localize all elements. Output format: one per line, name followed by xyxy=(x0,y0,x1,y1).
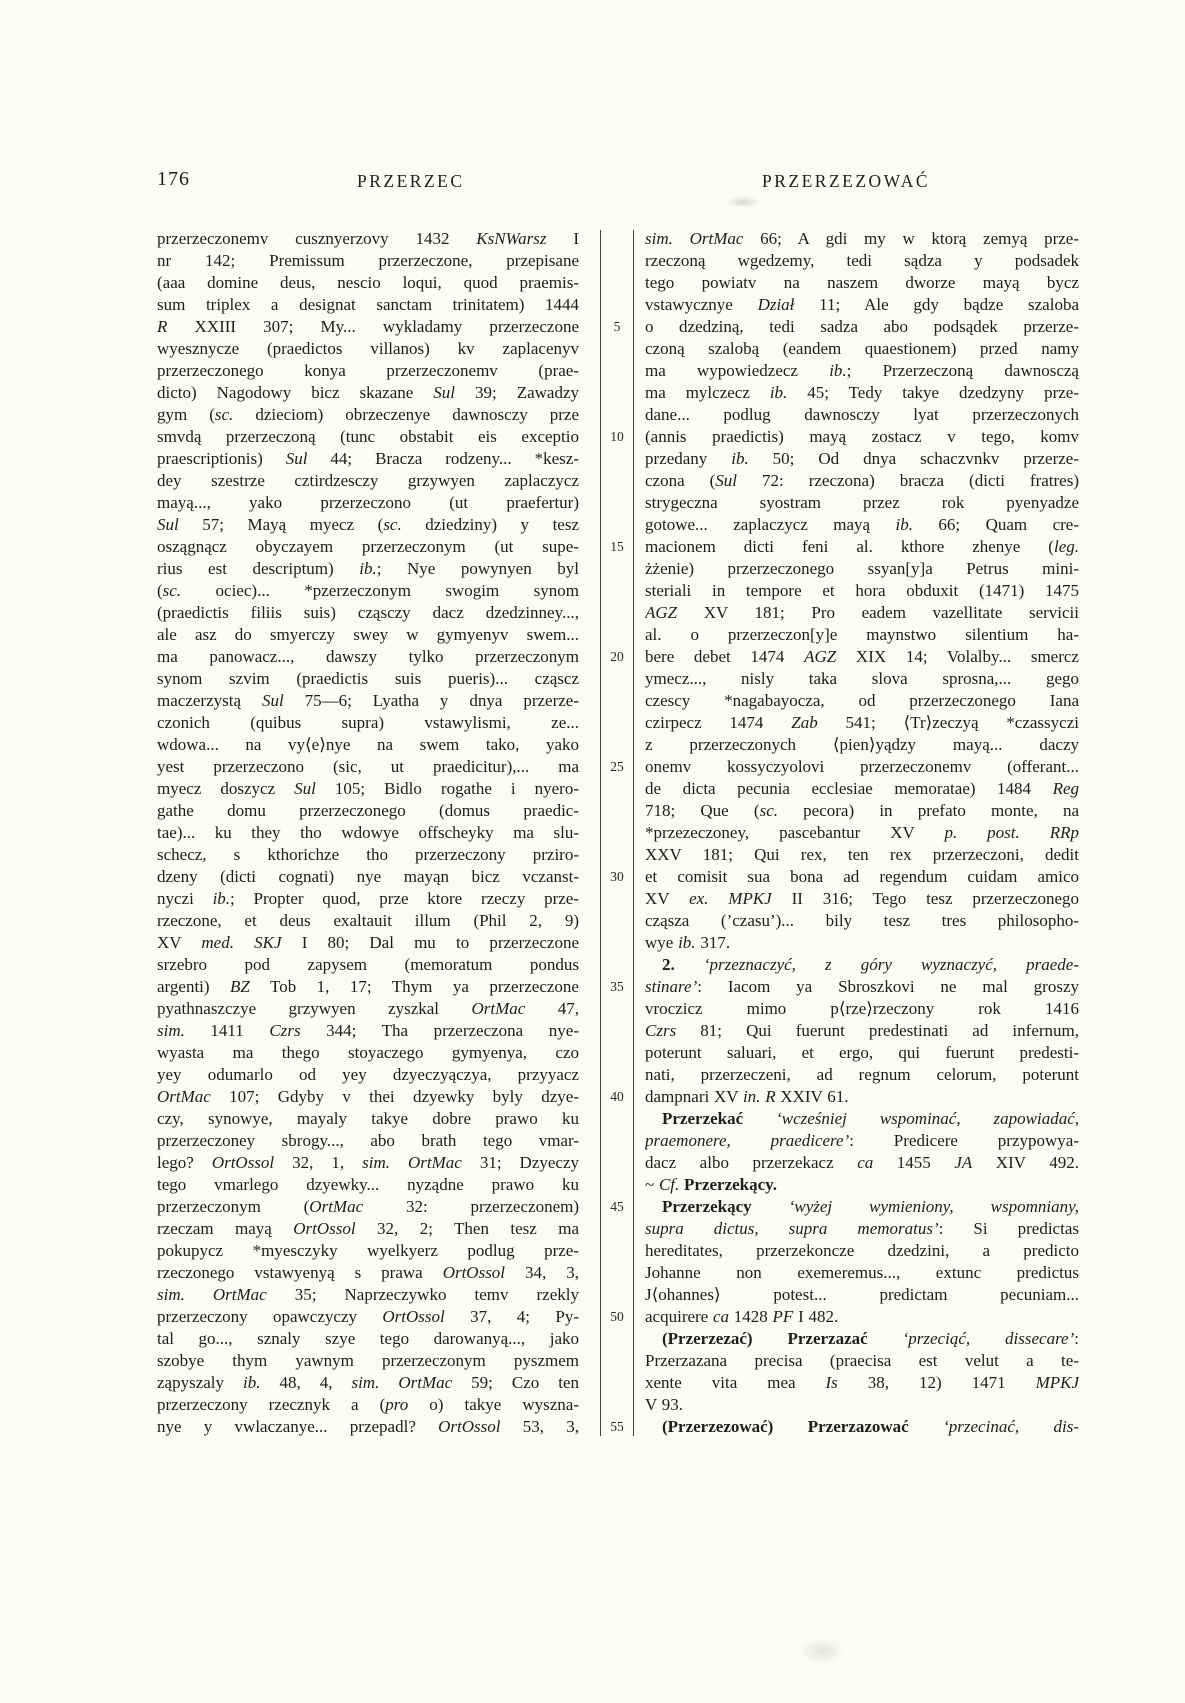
text-line: czona (Sul 72: rzeczona) bracza (dicti fratres) xyxy=(645,471,1079,490)
scan-smudge xyxy=(726,196,760,208)
text-line: przerzeczony opawczyczy OrtOssol 37, 4; Py- xyxy=(157,1307,579,1326)
text-line: smvdą przerzeczoną (tunc obstabit eis exceptio xyxy=(157,427,579,446)
text-line: 2. ‘przeznaczyć, z góry wyznaczyć, praede- xyxy=(662,955,1079,974)
text-line: (annis praedictis) mayą zostacz v tego, komv xyxy=(645,427,1079,446)
line-number: 45 xyxy=(610,1199,624,1214)
text-line: srzebro pod zapysem (memoratum pondus xyxy=(157,955,579,974)
text-line: hereditates, przerzekoncze dzedzini, a predicto xyxy=(645,1241,1079,1260)
text-line: rius est descriptum) ib.; Nye powynyen byl xyxy=(157,559,579,578)
text-line: cząsza (’czasu’)... bily tesz tres philosopho- xyxy=(645,911,1079,930)
text-line: stinare’: Iacom ya Sbroszkovi ne mal groszy xyxy=(645,977,1079,996)
text-line: nyczi ib.; Propter quod, prze ktore rzeczy prze- xyxy=(157,889,579,908)
text-line: yest przerzeczono (sic, ut praedicitur),... ma xyxy=(157,757,579,776)
text-line: maczerzystą Sul 75—6; Lyatha y dnya przerze- xyxy=(157,691,579,710)
text-line: z przerzeczonych ⟨pien⟩yądzy mayą... daczy xyxy=(645,735,1079,754)
text-line: Przerzazana precisa (praecisa est velut a te- xyxy=(645,1351,1079,1370)
text-line: poterunt saluari, et ergo, qui fuerunt predesti- xyxy=(645,1043,1079,1062)
text-line: synom szvim (praedictis suis pueris)... cząscz xyxy=(157,669,579,688)
line-number: 20 xyxy=(610,649,624,664)
text-line: nye y vwlaczanye... przepadl? OrtOssol 53, 3, xyxy=(157,1417,579,1436)
text-line: 718; Que (sc. pecora) in prefato monte, na xyxy=(645,801,1079,820)
text-line: szobye thym yawnym przerzeczonym pyszmem xyxy=(157,1351,579,1370)
text-line: gotowe... zaplaczycz mayą ib. 66; Quam cre- xyxy=(645,515,1079,534)
text-line: przedany ib. 50; Od dnya schaczvnkv przerze- xyxy=(645,449,1079,468)
text-line: sum triplex a designat sanctam trinitatem) 1444 xyxy=(157,295,579,314)
text-line: bere debet 1474 AGZ XIX 14; Volalby... smercz xyxy=(645,647,1079,666)
text-line: XV ex. MPKJ II 316; Tego tesz przerzeczonego xyxy=(645,889,1079,908)
text-line: vroczicz mimo p⟨rze⟩rzeczony rok 1416 xyxy=(645,999,1079,1018)
text-line: AGZ XV 181; Pro eadem vazellitate servicii xyxy=(645,603,1079,622)
line-number: 40 xyxy=(610,1089,624,1104)
text-line: yey odumarlo od yey dzyeczyączya, przyyacz xyxy=(157,1065,579,1084)
text-line: dane... podlug dawnosczy lyat przerzeczonych xyxy=(645,405,1079,424)
text-line: macionem dicti feni al. kthore zhenye (leg. xyxy=(645,537,1079,556)
text-line: de dicta pecunia ecclesiae memoratae) 1484 Reg xyxy=(645,779,1079,798)
running-head-right: PRZERZEZOWAĆ xyxy=(762,171,931,191)
text-line: Przerzekać ‘wcześniej wspominać, zapowiadać, xyxy=(662,1109,1079,1128)
text-line: V 93. xyxy=(645,1395,683,1414)
text-line: pokupycz *myesczyky wyelkyerz podlug prze- xyxy=(157,1241,579,1260)
text-line: Johanne non exemeremus..., extunc predictus xyxy=(645,1263,1079,1282)
text-line: przerzeczoney sbrogy..., abo brath tego vmar- xyxy=(157,1131,579,1150)
text-line: steriali in tempore et hora obduxit (1471) 1475 xyxy=(645,581,1079,600)
text-line: żżenie) przerzeczonego ssyan[y]a Petrus mini- xyxy=(645,559,1079,578)
text-line: dacz albo przerzekacz ca 1455 JA XIV 492. xyxy=(645,1153,1079,1172)
text-line: o dzedziną, tedi sadza abo podsądek przerze- xyxy=(645,317,1079,336)
line-number: 55 xyxy=(610,1419,624,1434)
text-line: vstawycznye Dział 11; Ale gdy bądze szaloba xyxy=(645,295,1079,314)
text-line: dey szestrze cztirdzesczy grzywyen zaplaczycz xyxy=(157,471,579,490)
left-column xyxy=(157,228,579,1438)
text-line: rzeczam mayą OrtOssol 32, 2; Then tesz ma xyxy=(157,1219,579,1238)
text-line: tego vmarlego dzyewky... nyządne prawo ku xyxy=(157,1175,579,1194)
text-line: rzeczone, et deus exaltauit illum (Phil 2, 9) xyxy=(157,911,579,930)
text-line: oszągnącz obyczayem przerzeczonym (ut supe- xyxy=(157,537,579,556)
text-line: strygeczna syostram przez rok pyenyadze xyxy=(645,493,1079,512)
text-line: onemv kossyczyolovi przerzeczonemv (offerant... xyxy=(645,757,1079,776)
text-line: et comisit sua bona ad regendum cuidam amico xyxy=(645,867,1079,886)
text-line: wyesznycze (praedictos villanos) kv zaplacenyv xyxy=(157,339,579,358)
text-line: wdowa... na vy⟨e⟩nye na swem tako, yako xyxy=(157,735,579,754)
text-line: myecz doszycz Sul 105; Bidlo rogathe i nyero- xyxy=(157,779,579,798)
text-line: przerzeczonym (OrtMac 32: przerzeczonem) xyxy=(157,1197,579,1216)
text-line: supra dictus, supra memoratus’: Si predictas xyxy=(645,1219,1079,1238)
text-line: Sul 57; Mayą myecz (sc. dziedziny) y tesz xyxy=(157,515,579,534)
text-line: XXV 181; Qui rex, ten rex przerzeczoni, dedit xyxy=(645,845,1079,864)
text-line: (Przerzezać) Przerzazać ‘przeciąć, dissecare’: xyxy=(662,1329,1079,1348)
text-line: argenti) BZ Tob 1, 17; Thym ya przerzeczone xyxy=(157,977,579,996)
text-line: czescy *nagabayocza, od przerzeczonego Iana xyxy=(645,691,1079,710)
text-line: czirpecz 1474 Zab 541; ⟨Tr⟩zeczyą *czassyczi xyxy=(645,713,1079,732)
text-line: schecz, s kthorichze tho przerzeczony prziro- xyxy=(157,845,579,864)
text-line: praescriptionis) Sul 44; Bracza rodzeny... *kesz- xyxy=(157,449,579,468)
text-line: czoną szalobą (eandem quaestionem) przed namy xyxy=(645,339,1079,358)
text-line: dicto) Nagodowy bicz skazane Sul 39; Zawadzy xyxy=(157,383,579,402)
text-line: ~ Cf. Przerzekący. xyxy=(645,1175,777,1194)
text-line: przerzeczony rzecznyk a (pro o) takye wyszna- xyxy=(157,1395,579,1414)
text-line: ymecz..., nisly taka slova sprosna,... gego xyxy=(645,669,1079,688)
text-line: *przezeczoney, pascebantur XV p. post. RRp xyxy=(645,823,1079,842)
text-line: (Przerzezować) Przerzazować ‘przecinać, dis- xyxy=(662,1417,1079,1436)
text-line: wye ib. 317. xyxy=(645,933,731,952)
text-line: czy, synowye, mayaly takye dobre prawo ku xyxy=(157,1109,579,1128)
text-line: pyathnaszczye grzywyen zyszkal OrtMac 47, xyxy=(157,999,579,1018)
text-line: przerzeczonemv cusznyerzovy 1432 KsNWarsz I xyxy=(157,229,579,248)
column-gutter xyxy=(579,228,645,1438)
text-line: rzeczonego vstawyenyą s prawa OrtOssol 34, 3, xyxy=(157,1263,579,1282)
text-line: sim. 1411 Czrs 344; Tha przerzeczona nye- xyxy=(157,1021,579,1040)
running-head-left: PRZERZEC xyxy=(357,171,465,191)
line-number: 15 xyxy=(610,539,624,554)
text-line: dampnari XV in. R XXIV 61. xyxy=(645,1087,849,1106)
text-line: tego powiatv na naszem dworze mayą bycz xyxy=(645,273,1079,292)
text-line: (praedictis filiis suis) cząsczy dacz dzedzinney..., xyxy=(157,603,579,622)
text-line: ma panowacz..., dawszy tylko przerzeczonym xyxy=(157,647,579,666)
text-line: sim. OrtMac 35; Naprzeczywko temv rzekly xyxy=(157,1285,579,1304)
line-number: 5 xyxy=(613,319,621,334)
text-line: tal go..., sznaly szye tego darowanyą..., jako xyxy=(157,1329,579,1348)
text-line: R XXIII 307; My... wykladamy przerzeczone xyxy=(157,317,579,336)
text-line: xente vita mea Is 38, 12) 1471 MPKJ xyxy=(645,1373,1079,1392)
text-line: ale asz do smyerczy swey w gymyenyv swem... xyxy=(157,625,579,644)
line-number: 50 xyxy=(610,1309,624,1324)
text-line: nr 142; Premissum przerzeczone, przepisane xyxy=(157,251,579,270)
text-line: ząpyszaly ib. 48, 4, sim. OrtMac 59; Czo ten xyxy=(157,1373,579,1392)
column-rule-right xyxy=(633,230,634,1436)
text-line: Czrs 81; Qui fuerunt predestinati ad infernum, xyxy=(645,1021,1079,1040)
text-line: praemonere, praedicere’: Predicere przypowya- xyxy=(645,1131,1079,1150)
text-line: ma wypowiedzecz ib.; Przerzeczoną dawnosczą xyxy=(645,361,1079,380)
text-line: Przerzekący ‘wyżej wymieniony, wspomniany, xyxy=(662,1197,1079,1216)
scan-smudge xyxy=(800,1638,844,1664)
column-rule-left xyxy=(600,230,601,1436)
text-line: sim. OrtMac 66; A gdi my w ktorą zemyą prze- xyxy=(645,229,1079,248)
line-number: 10 xyxy=(610,429,624,444)
text-line: rzeczoną wgedzemy, tedi sądza y podsadek xyxy=(645,251,1079,270)
text-line: (sc. ociec)... *pzerzeczonym swogim synom xyxy=(157,581,579,600)
text-line: lego? OrtOssol 32, 1, sim. OrtMac 31; Dzyeczy xyxy=(157,1153,579,1172)
text-line: gym (sc. dzieciom) obrzeczenye dawnosczy prze xyxy=(157,405,579,424)
line-number: 25 xyxy=(610,759,624,774)
right-column xyxy=(645,228,1079,1438)
text-line: (aaa domine deus, nescio loqui, quod praemis- xyxy=(157,273,579,292)
text-line: dzeny (dicti cognati) nye mayąn bicz vczanst- xyxy=(157,867,579,886)
text-line: OrtMac 107; Gdyby v thei dzyewky byly dzye- xyxy=(157,1087,579,1106)
text-line: XV med. SKJ I 80; Dal mu to przerzeczone xyxy=(157,933,579,952)
text-line: wyasta ma thego stoyaczego gymyenya, czo xyxy=(157,1043,579,1062)
text-line: al. o przerzeczon[y]e maynstwo silentium ha- xyxy=(645,625,1079,644)
text-line: mayą..., yako przerzeczono (ut praefertur) xyxy=(157,493,579,512)
text-line: czonich (quibus supra) vstawylismi, ze... xyxy=(157,713,579,732)
text-line: ma mylczecz ib. 45; Tedy takye dzedzyny prze- xyxy=(645,383,1079,402)
text-line: nati, przerzeczeni, ad regnum celorum, poterunt xyxy=(645,1065,1079,1084)
page-number: 176 xyxy=(157,168,190,190)
text-line: przerzeczonego konya przerzeczonemv (prae- xyxy=(157,361,579,380)
text-line: acquirere ca 1428 PF I 482. xyxy=(645,1307,839,1326)
line-number: 35 xyxy=(610,979,624,994)
line-number: 30 xyxy=(610,869,624,884)
text-line: gathe domu przerzeczonego (domus praedic- xyxy=(157,801,579,820)
text-line: J⟨ohannes⟩ potest... predictam pecuniam... xyxy=(645,1285,1079,1304)
text-line: tae)... ku they tho wdowye offscheyky ma slu- xyxy=(157,823,579,842)
